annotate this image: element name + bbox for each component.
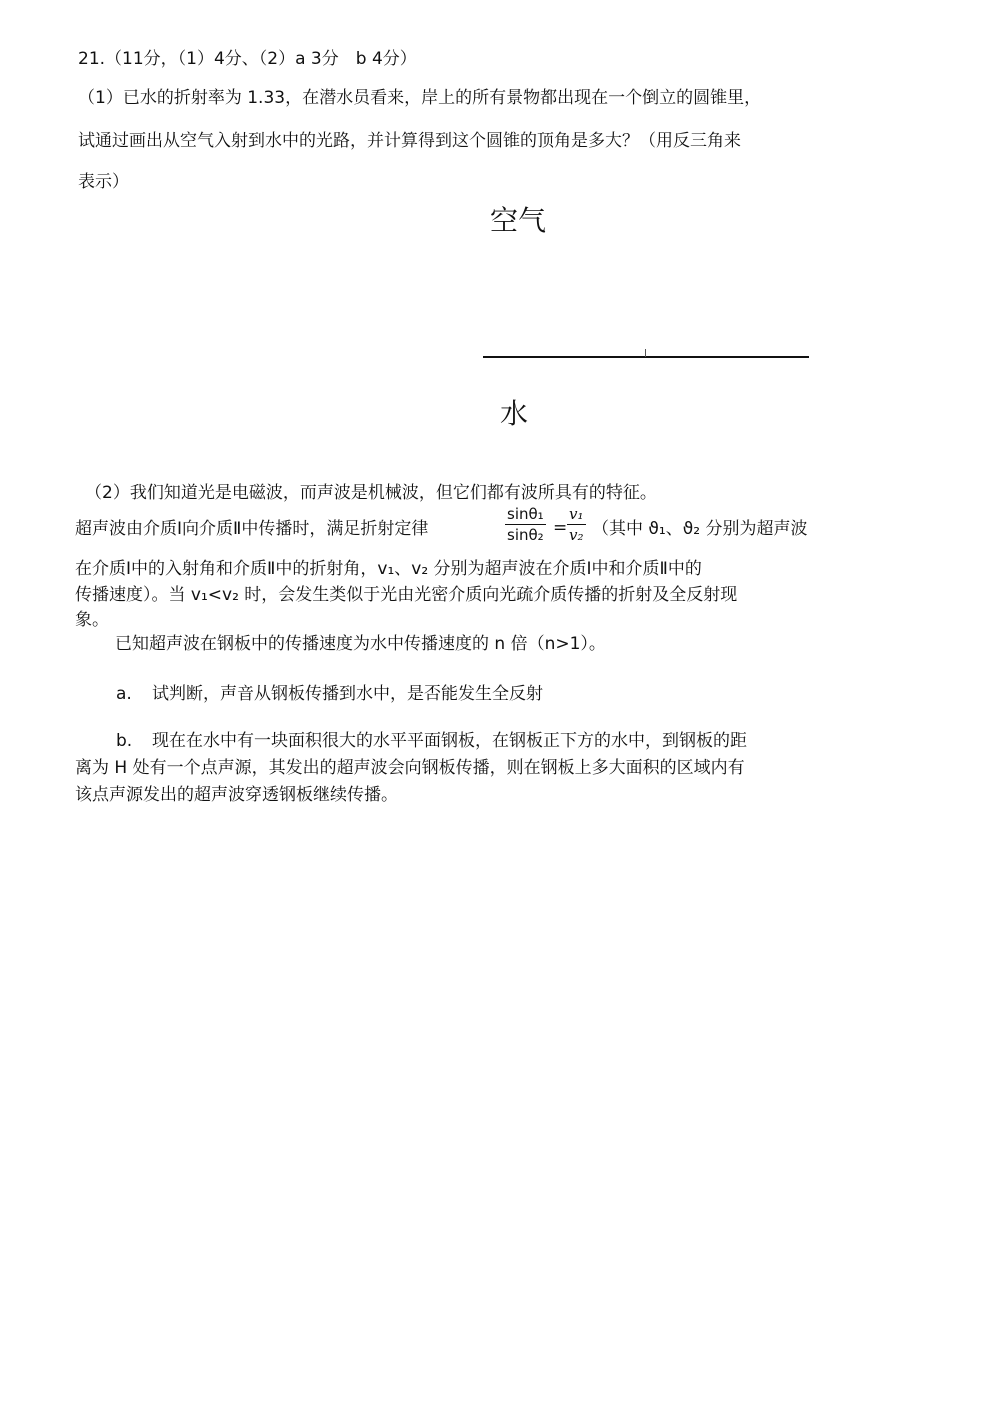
question-b-text-3: 该点声源发出的超声波穿透钢板继续传播。 — [75, 785, 398, 805]
diagram-interface-line — [483, 356, 809, 358]
part2-line1: （2）我们知道光是电磁波，而声波是机械波，但它们都有波所具有的特征。 — [85, 483, 657, 503]
fraction-v-denominator: v₂ — [569, 526, 584, 544]
question-b-text-1: 现在在水中有一块面积很大的水平平面钢板，在钢板正下方的水中，到钢板的距 — [152, 731, 747, 751]
diagram-label-water: 水 — [500, 397, 529, 430]
part2-line4: 传播速度）。当 v₁<v₂ 时，会发生类似于光由光密介质向光疏介质传播的折射及全反射现 — [75, 585, 738, 605]
fraction-v-numerator: v₁ — [569, 505, 584, 523]
fraction-sin-numerator: sinθ₁ — [507, 505, 544, 523]
part2-line6: 已知超声波在钢板中的传播速度为水中传播速度的 n 倍（n>1）。 — [115, 634, 606, 654]
fraction-v — [567, 505, 586, 544]
part2-line3: 在介质Ⅰ中的入射角和介质Ⅱ中的折射角，v₁、v₂ 分别为超声波在介质Ⅰ中和介质Ⅱ中的 — [75, 559, 702, 579]
part1-line2: 试通过画出从空气入射到水中的光路，并计算得到这个圆锥的顶角是多大？（用反三角来 — [78, 131, 741, 151]
part2-line2-b: （其中 ϑ₁、ϑ₂ 分别为超声波 — [592, 519, 808, 539]
question-a-text: 试判断，声音从钢板传播到水中，是否能发生全反射 — [152, 684, 543, 704]
question-header: 21.（11分，（1）4分、（2）a 3分 b 4分） — [78, 49, 417, 69]
equals-sign: = — [553, 518, 568, 538]
fraction-v-bar — [567, 524, 586, 525]
question-b-label: b. — [116, 731, 133, 751]
question-a-label: a. — [116, 684, 132, 704]
part1-line1: （1）已水的折射率为 1.33，在潜水员看来，岸上的所有景物都出现在一个倒立的圆锥里， — [78, 88, 762, 108]
part2-line2-a: 超声波由介质Ⅰ向介质Ⅱ中传播时，满足折射定律 — [75, 519, 429, 539]
fraction-sin-denominator: sinθ₂ — [507, 526, 544, 544]
question-b-text-2: 离为 H 处有一个点声源，其发出的超声波会向钢板传播，则在钢板上多大面积的区域内有 — [75, 758, 745, 778]
part1-line3: 表示） — [78, 172, 129, 192]
fraction-sin-bar — [505, 524, 546, 525]
diagram-label-air: 空气 — [490, 204, 547, 237]
part2-line5: 象。 — [75, 610, 109, 630]
diagram-center-mark — [645, 349, 646, 357]
fraction-sin — [505, 505, 546, 544]
